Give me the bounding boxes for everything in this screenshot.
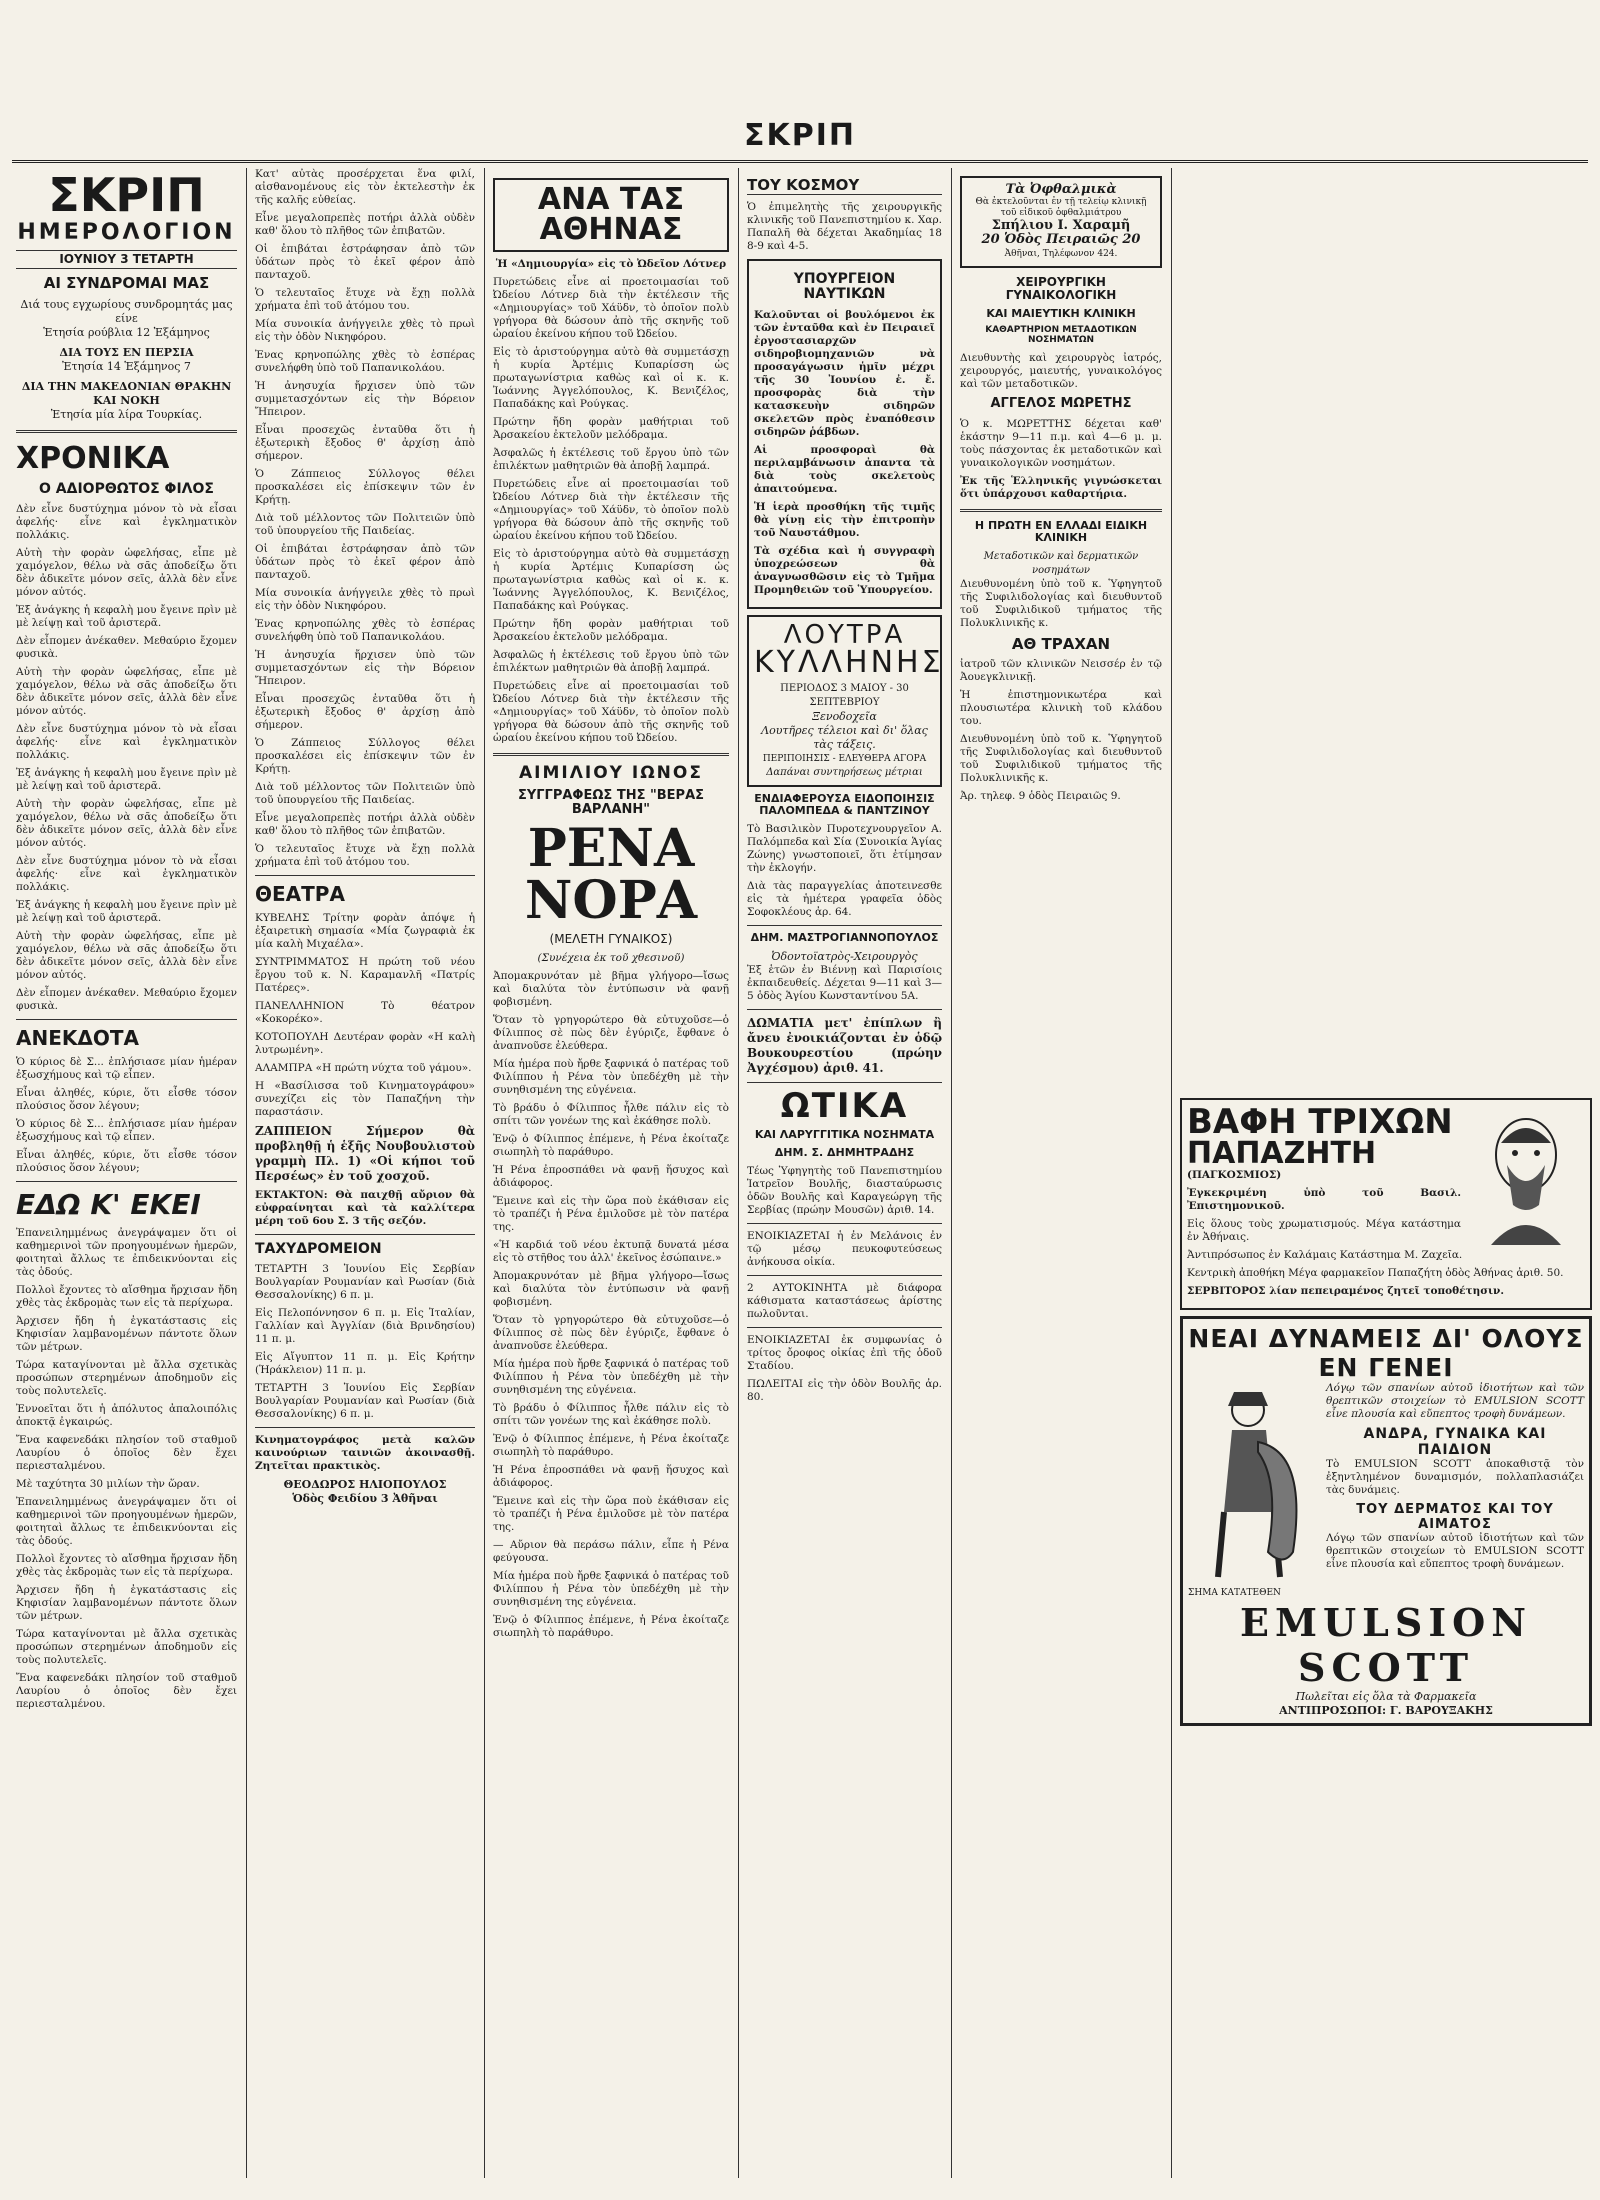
article-paragraph: Μὲ ταχύτητα 30 μιλίων τὴν ὥραν. <box>16 1478 200 1491</box>
article-paragraph: Μία συνοικία ἀνήγγειλε χθὲς τὸ πρωὶ εἰς τὴν ὁδὸν Νικηφόρου. <box>255 587 475 612</box>
article-paragraph: Πολλοὶ ἔχοντες τὸ αἴσθημα ἤρχισαν ἤδη χθὲς τὰς ἐκδρομὰς των εἰς τὰ περίχωρα. <box>16 1284 237 1310</box>
notice-paragraph: Καλοῦνται οἱ βουλόμενοι ἐκ τῶν ἐνταῦθα καὶ ἐν Πειραιεῖ ἐργοστασιαρχῶν σιδηροβιομηχανιῶν νὰ προσαγάγωσιν ἡμῖν μέχρι τῆς 30 Ἰουνίου ἐ. ἔ. προσφορὰς διὰ τὴν κατασκευὴν σιδηρῶν σκελετῶν πρὸς ἐναπόθεσιν σιδηρῶν ῥάβδων. <box>754 308 935 438</box>
anekdota-heading: ΑΝΕΚΔΟΤΑ <box>16 1026 139 1051</box>
theatre-listing: ΣΥΝΤΡΙΜΜΑΤΟΣ Η πρώτη τοῦ νέου ἔργου τοῦ κ. Ν. Καραμανλῆ «Πατρίς Πατέρες». <box>255 956 475 994</box>
eye-clinic-line: Τὰ Ὀφθαλμικὰ <box>1005 182 1117 197</box>
article-paragraph: Πυρετώδεις εἶνε αἱ προετοιμασίαι τοῦ Ὠδείου Λότνερ διὰ τὴν ἐκτέλεσιν τῆς «Δημιουργίας» τοῦ Χάϋδν, τὸ ὁποῖον πολὺ γρήγορα θὰ δώσουν ἀπὸ τῆς σκηνῆς τοῦ ὡραίου ἐκείνου κήπου τοῦ Ὠδείου. <box>493 276 729 340</box>
article-paragraph: Ἐξ ἀνάγκης ἡ κεφαλὴ μου ἔγεινε πρὶν μὲ μὲ λείψῃ καὶ τοῦ ἀριστερᾶ. <box>16 604 237 630</box>
world-header: ΤΟΥ ΚΟΣΜΟΥ <box>747 176 942 195</box>
divider <box>16 1181 237 1182</box>
classified-ad: ΕΝΟΙΚΙΑΖΕΤΑΙ ἡ ἐν Μελάνοις ἐν τῷ μέσῳ πευκοφυτεύσεως ἀνήκουσα οἰκία. <box>747 1230 942 1269</box>
article-title: Ἡ «Δημιουργία» εἰς τὸ Ὠδεῖον Λότνερ <box>495 258 727 270</box>
classified-ad: ΠΩΛΕΙΤΑΙ εἰς τὴν ὁδὸν Βουλῆς ἀρ. 80. <box>747 1378 942 1404</box>
theatre-listing: ΖΑΠΠΕΙΟΝ Σήμερον θὰ προβληθῇ ἡ ἑξῆς Νουβουλιστοὺ γραμμὴ Πλ. 1) «Οἱ κήποι τοῦ Περσέως» ἐν τοῦ χοσχοῦ. <box>255 1124 475 1183</box>
divider <box>255 1427 475 1428</box>
article-paragraph: Εἶναι προσεχῶς ἐνταῦθα ὅτι ἡ ἐξωτερικὴ ἔξοδος θ' ἀρχίσῃ ἀπὸ σήμερον. <box>255 424 475 462</box>
hair-dye-line: Κεντρικὴ ἀποθήκη Μέγα φαρμακεῖον Παπαζήτη ὁδὸς Ἀθήνας ἀριθ. 50. <box>1187 1267 1564 1279</box>
dentist-title: Ὀδοντοϊατρὸς-Χειρουργὸς <box>771 950 918 964</box>
emulsion-text: Λόγῳ τῶν σπανίων αὐτοῦ ἰδιοτήτων καὶ τῶν θρεπτικῶν στοιχείων τὸ EMULSION SCOTT εἶνε πλουσία καὶ εὔπεπτος τροφὴ δυνάμεων. <box>1326 1382 1584 1420</box>
article-paragraph: Εἶνε μεγαλοπρεπὲς ποτήρι ἀλλὰ οὐδὲν καθ' ὅλου τὸ πλῆθος τῶν ἐπιβατῶν. <box>255 212 475 237</box>
subscriptions-line: Ἐτησία 14 Ἑξάμηνος 7 <box>62 359 191 373</box>
post-listing: ΤΕΤΑΡΤΗ 3 Ἰουνίου Εἰς Σερβίαν Βουλγαρίαν Ρουμανίαν καὶ Ρωσίαν (διὰ Θεσσαλονίκης) 6 π. μ. <box>255 1263 475 1301</box>
article-paragraph: Πρώτην ἤδη φορὰν μαθήτριαι τοῦ Ἀρσακείου ἐκτελοῦν μελόδραμα. <box>493 416 729 441</box>
clinic-details: Διευθυντὴς καὶ χειρουργὸς ἰατρός, χειρουργός, μαιευτής, γυναικολόγος καὶ τῶν μεταδοτικῶν. <box>960 352 1162 391</box>
article-paragraph: Αὐτὴ τὴν φορὰν ὠφελήσας, εἶπε μὲ χαμόγελον, θέλω νὰ σᾶς ἀποδείξω ὅτι δὲν ἀδικεῖτε μόνον σεῖς, ἀλλὰ δὲν εἶνε μόνον αὐτός. <box>16 547 237 599</box>
specialty-clinic-details: Διευθυνομένη ὑπὸ τοῦ κ. Ὑφηγητοῦ τῆς Συφιλιδολογίας καὶ διευθυντοῦ τοῦ Συφιλιδικοῦ τμήματος τῆς Πολυκλινικῆς κ. <box>960 577 1162 629</box>
subscriptions-line: Διά τους εγχωρίους συνδρομητάς μας είνε <box>20 297 233 325</box>
baths-title: ΚΥΛΛΗΝΗΣ <box>754 644 944 680</box>
column-5 <box>952 168 1170 2178</box>
baths-ad <box>747 615 942 787</box>
serial-paragraph: — Αὔριον θὰ περάσω πάλιν, εἶπε ἡ Ρένα φεύγουσα. <box>493 1539 729 1565</box>
eye-clinic-line: Θὰ ἐκτελοῦνται ἐν τῇ τελείῳ κλινικῇ τοῦ εἰδικοῦ ὀφθαλμιάτρου <box>975 197 1147 218</box>
theatre-listing: ΑΛΑΜΠΡΑ «Η πρώτη νύχτα τοῦ γάμου». <box>255 1062 472 1074</box>
column-3 <box>485 168 737 2178</box>
article-paragraph: Ἐνας κρηνοπώλης χθὲς τὸ ἑσπέρας συνελήφθη ὑπὸ τοῦ Παπανικολάου. <box>255 618 475 643</box>
article-paragraph: Εἰς τὸ ἀριστούργημα αὐτὸ θὰ συμμετάσχῃ ἡ κυρία Ἀρτέμις Κυπαρίσση ὡς πρωταγωνίστρια καθὼς καὶ οἱ κ. κ. Ἰωάννης Ἀγγελόπουλος, Κ. Βενιζέλος, Παπαδάκης καὶ Ρούγκας. <box>493 548 729 612</box>
subscriptions-line: Ἑτησία ρούβλια 12 Ἑξάμηνος <box>43 325 210 339</box>
eye-clinic-ad <box>960 176 1162 268</box>
nameplate-subtitle: ΗΜΕΡΟΛΟΓΙΟΝ <box>17 220 236 245</box>
notice-paragraph: Τὰ σχέδια καὶ ἡ συγγραφὴ ὑποχρεώσεων θὰ ἀναγνωσθῶσιν εἰς τὸ Τμῆμα Προμηθειῶν τοῦ Ὑπουργείου. <box>754 544 935 596</box>
divider <box>747 1082 942 1083</box>
baths-period: ΠΕΡΙΟΔΟΣ 3 ΜΑΙΟΥ - 30 ΣΕΠΤΕΒΡΙΟΥ <box>780 682 909 708</box>
article-paragraph: Ἐννοεῖται ὅτι ἡ ἀπόλυτος ἀπαλοιπόλις ἀποκτᾷ ἐγκαιρώς. <box>16 1403 237 1429</box>
dentist-name: ΔΗΜ. ΜΑΣΤΡΟΓΙΑΝΝΟΠΟΥΛΟΣ <box>750 930 939 944</box>
post-listing: Εἰς Πελοπόννησον 6 π. μ. Εἰς Ἰταλίαν, Γαλλίαν καὶ Ἀγγλίαν (διὰ Βρινδησίου) 11 π. μ. <box>255 1307 475 1345</box>
divider <box>747 1327 942 1328</box>
specialty-clinic-doctor: ΑΘ ΤΡΑΧΑΝ <box>1011 634 1111 653</box>
hair-dye-title: ΒΑΦΗ ΤΡΙΧΩΝ <box>1187 1102 1453 1142</box>
serial-paragraph: Ἔμεινε καὶ εἰς τὴν ὥρα ποὺ ἐκάθισαν εἰς τὸ τραπέζι ἡ Ρένα ἐμιλοῦσε μὲ τὸν πατέρα της. <box>493 1195 729 1234</box>
serial-paragraph: Ἀπομακρυνόταν μὲ βῆμα γλήγορο—ἴσως καὶ διαλύτα τὸν ἐντύπωσιν νὰ φανῇ φοβισμένη. <box>493 1270 729 1309</box>
specialty-clinic-details: Ἀρ. τηλεφ. 9 ὁδὸς Πειραιῶς 9. <box>960 790 1121 803</box>
article-paragraph: Ὁ Ζάππειος Σύλλογος θέλει προσκαλέσει εἰς ἐπίσκεψιν τῶν ἐν Κρήτῃ. <box>255 468 475 506</box>
article-paragraph: Ὁ ἐπιμελητὴς τῆς χειρουργικῆς κλινικῆς τοῦ Πανεπιστημίου κ. Χαρ. Παπαλῆ θὰ δέχεται Ἀκαδημίας 18 8-9 καὶ 4-5. <box>747 201 942 252</box>
article-paragraph: Μία συνοικία ἀνήγγειλε χθὲς τὸ πρωὶ εἰς τὴν ὁδὸν Νικηφόρου. <box>255 318 475 343</box>
divider <box>960 509 1162 512</box>
serial-continuation: (Συνέχεια ἐκ τοῦ χθεσινοῦ) <box>537 952 685 965</box>
serial-paragraph: Τὸ βράδυ ὁ Φίλιππος ἦλθε πάλιν εἰς τὸ σπίτι τῶν γονέων της καὶ ἐκάθησε πολὺ. <box>493 1102 729 1128</box>
baths-line: ΠΕΡΙΠΟΙΗΣΙΣ - ΕΛΕΥΘΕΡΑ ΑΓΟΡΑ <box>762 753 927 764</box>
article-paragraph: Δὲν εἶνε δυστύχημα μόνον τὸ νὰ εἶσαι ἀφελής· εἶνε καὶ ἐγκληματικὸν πολλάκις. <box>16 855 237 894</box>
hair-dye-tag: (ΠΑΓΚΟΣΜΙΟΣ) <box>1187 1169 1282 1181</box>
serial-paragraph: Ἐνῷ ὁ Φίλιππος ἐπέμενε, ἡ Ρένα ἐκοίταζε σιωπηλὴ τὸ παράθυρο. <box>493 1614 729 1640</box>
masthead-title: ΣΚΡΙΠ <box>744 118 856 153</box>
notice-paragraph: Ἡ ἱερὰ προσθήκη τῆς τιμῆς θὰ γίνῃ εἰς τὴν ἐπιτροπὴν τοῦ Ναυστάθμου. <box>754 500 935 539</box>
rooms-ad: ΔΩΜΑΤΙΑ μετ' ἐπίπλων ἢ ἄνευ ἐνοικιάζονται ἐν ὁδῷ Βουκουρεστίου (πρώην Ἀγχέσμου) ἀριθ. 41. <box>747 1016 942 1076</box>
serial-paragraph: Μία ἡμέρα ποὺ ἤρθε ξαφνικά ὁ πατέρας τοῦ Φιλίππου ἡ Ρένα τὸν ὑπεδέχθη μὲ τὴν συνηθισμένη της εὐγένεια. <box>493 1570 729 1609</box>
ear-clinic-subtitle: ΚΑΙ ΛΑΡΥΓΓΙΤΙΚΑ ΝΟΣΗΜΑΤΑ <box>754 1128 935 1142</box>
ad-address: Ὁδὸς Φειδίου 3 Ἀθῆναι <box>292 1492 438 1505</box>
serial-author: ΑΙΜΙΛΙΟΥ ΙΩΝΟΣ <box>519 763 703 783</box>
article-paragraph: Δὲν εἶνε δυστύχημα μόνον τὸ νὰ εἶσαι ἀφελής· εἶνε καὶ ἐγκληματικὸν πολλάκις. <box>16 503 237 542</box>
classified-ad: ΕΝΟΙΚΙΑΖΕΤΑΙ ἐκ συμφωνίας ὁ τρίτος ὄροφος οἰκίας ἐπὶ τῆς ὁδοῦ Σταδίου. <box>747 1334 942 1373</box>
clinic-title: ΚΑΙ ΜΑΙΕΥΤΙΚΗ ΚΛΙΝΙΚΗ <box>986 307 1136 321</box>
theatre-listing: ΚΟΤΟΠΟΥΛΗ Δευτέραν φορὰν «Η καλὴ λυτρωμένη». <box>255 1031 475 1056</box>
navy-notice <box>747 259 942 609</box>
specialty-clinic-title: Η ΠΡΩΤΗ ΕΝ ΕΛΛΑΔΙ ΕΙΔΙΚΗ ΚΛΙΝΙΚΗ <box>974 518 1148 544</box>
theatra-heading: ΘΕΑΤΡΑ <box>255 882 345 906</box>
serial-paragraph: Ἡ Ρένα ἐπροσπάθει νὰ φανῇ ἥσυχος καὶ ἀδιάφορος. <box>493 1164 729 1190</box>
chronika-subheading: Ο ΑΔΙΟΡΘΩΤΟΣ ΦΙΛΟΣ <box>39 480 214 497</box>
serial-paragraph: Ὅταν τὸ γρηγορώτερο θὰ εὐτυχοῦσε—ὁ Φίλιππος σὲ πὼς δὲν ἐγύριζε, ἔφθανε ὁ ἀναπνοῦσε ἐλεύθερα. <box>493 1014 729 1053</box>
subscriptions-line: Ἐτησία μία λίρα Τουρκίας. <box>50 407 203 421</box>
article-paragraph: Εἶναι ἀληθές, κύριε, ὅτι εἶσθε τόσον πλούσιος ὅσον λέγουν; <box>16 1087 237 1113</box>
fisherman-carrying-fish-icon <box>1188 1382 1318 1582</box>
eye-clinic-address: 20 Ὁδὸς Πειραιῶς 20 <box>981 232 1141 247</box>
article-paragraph: Ἀσφαλῶς ἡ ἐκτέλεσις τοῦ ἔργου ὑπὸ τῶν ἐπιλέκτων μαθητριῶν θὰ ἀποβῇ λαμπρά. <box>493 447 729 472</box>
article-paragraph: Δὲν εἶπομεν ἀνέκαθεν. Μεθαύριο ἔχομεν φυσικὰ. <box>16 635 237 661</box>
classified-ad: 2 ΑΥΤΟΚΙΝΗΤΑ μὲ διάφορα κάθισματα καταστάσεως ἀρίστης πωλοῦνται. <box>747 1282 942 1321</box>
doctor-details: Ὁ κ. ΜΩΡΕΤΤΗΣ δέχεται καθ' ἑκάστην 9—11 π.μ. καὶ 4—6 μ. μ. τοὺς πάσχοντας ἐκ μεταδοτικῶν καὶ γυναικολογικῶν νοσημάτων. <box>960 417 1162 469</box>
specialty-clinic-details: Διευθυνομένη ὑπὸ τοῦ κ. Ὑφηγητοῦ τῆς Συφιλιδολογίας καὶ διευθυντοῦ τοῦ Συφιλιδικοῦ τμήματος τῆς Πολυκλινικῆς κ. <box>960 733 1162 785</box>
article-paragraph: Ἔνα καφενεδάκι πλησίον τοῦ σταθμοῦ Λαυρίου ὁ ὁποῖος δὲν ἔχει περιεσταλμένου. <box>16 1672 237 1711</box>
clinic-title: ΚΑΘΑΡΤΗΡΙΟΝ ΜΕΤΑΔΟΤΙΚΩΝ ΝΟΣΗΜΑΤΩΝ <box>985 325 1137 346</box>
column-4 <box>739 168 950 2178</box>
serial-paragraph: Ὅταν τὸ γρηγορώτερο θὰ εὐτυχοῦσε—ὁ Φίλιππος σὲ πὼς δὲν ἐγύριζε, ἔφθανε ὁ ἀναπνοῦσε ἐλεύθερα. <box>493 1314 729 1353</box>
baths-line: Ξενοδοχεῖα <box>812 709 877 723</box>
post-heading: ΤΑΧΥΔΡΟΜΕΙΟΝ <box>255 1241 382 1257</box>
emulsion-text: Λόγῳ τῶν σπανίων αὐτοῦ ἰδιοτήτων καὶ τῶν θρεπτικῶν στοιχείων τὸ EMULSION SCOTT εἶνε πλουσία καὶ εὔπεπτος τροφὴ δυνάμεων. <box>1326 1532 1584 1570</box>
emulsion-sold: Πωλεῖται εἰς ὅλα τὰ Φαρμακεῖα <box>1295 1690 1477 1703</box>
man-portrait-icon <box>1467 1105 1585 1245</box>
nameplate: ΣΚΡΙΠ <box>48 168 205 222</box>
doctor-name: ΑΓΓΕΛΟΣ ΜΩΡΕΤΗΣ <box>990 396 1132 412</box>
serial-byline: ΣΥΓΓΡΑΦΕΩΣ ΤΗΣ "ΒΕΡΑΣ ΒΑΡΛΑΝΗ" <box>517 787 705 817</box>
divider <box>493 753 729 756</box>
serial-paragraph: Τὸ βράδυ ὁ Φίλιππος ἦλθε πάλιν εἰς τὸ σπίτι τῶν γονέων της καὶ ἐκάθησε πολὺ. <box>493 1402 729 1428</box>
hair-dye-brand: ΠΑΠΑΖΗΤΗ <box>1187 1136 1377 1171</box>
divider <box>747 1275 942 1276</box>
column-2 <box>247 168 483 2178</box>
notice-heading: ΕΝΔΙΑΦΕΡΟΥΣΑ ΕΙΔΟΠΟΙΗΣΙΣ ΠΑΛΟΜΠΕΔΑ & ΠΑΝΤΖΙΝΟΥ <box>754 791 935 817</box>
article-paragraph: Δὲν εἶνε δυστύχημα μόνον τὸ νὰ εἶσαι ἀφελής· εἶνε καὶ ἐγκληματικὸν πολλάκις. <box>16 723 237 762</box>
article-paragraph: Εἶναι προσεχῶς ἐνταῦθα ὅτι ἡ ἐξωτερικὴ ἔξοδος θ' ἀρχίσῃ ἀπὸ σήμερον. <box>255 693 475 731</box>
edo-heading: ΕΔΩ Κ' ΕΚΕΙ <box>16 1188 201 1222</box>
serial-paragraph: Ἀπομακρυνόταν μὲ βῆμα γλήγορο—ἴσως καὶ διαλύτα τὸν ἐντύπωσιν νὰ φανῇ φοβισμένη. <box>493 970 729 1009</box>
subscriptions-heading: ΑΙ ΣΥΝΔΡΟΜΑΙ ΜΑΣ <box>43 274 210 293</box>
article-paragraph: Ἀρχισεν ἤδη ἡ ἐγκατάστασις εἰς Κηφισίαν λαμβανομένων πάντοτε ὅλων τῶν μέτρων. <box>16 1315 237 1354</box>
eye-clinic-doctor: Σπήλιου Ι. Χαραμῆ <box>991 218 1131 233</box>
article-paragraph: Ὁ Ζάππειος Σύλλογος θέλει προσκαλέσει εἰς ἐπίσκεψιν τῶν ἐν Κρήτῃ. <box>255 737 475 775</box>
serial-paragraph: «Ἡ καρδιά τοῦ νέου ἐκτυπᾷ δυνατά μέσα εἰς τὸ στῆθος του ἀλλ' ἐκεῖνος ἐσώπαινε.» <box>493 1239 729 1265</box>
article-paragraph: Κατ' αὐτὰς προσέρχεται ἕνα φιλί, αἰσθανομένους εἰς τὸν ἐκτελεστὴν ἐκ τῆς καλῆς εὐθείας. <box>255 168 475 206</box>
divider <box>747 1009 942 1010</box>
article-paragraph: Ἡ ἀνησυχία ἤρχισεν ὑπὸ τῶν συμμετασχόντων εἰς τὴν Βόρειον Ἤπειρον. <box>255 649 475 687</box>
article-paragraph: Πυρετώδεις εἶνε αἱ προετοιμασίαι τοῦ Ὠδείου Λότνερ διὰ τὴν ἐκτέλεσιν τῆς «Δημιουργίας» τοῦ Χάϋδν, τὸ ὁποῖον πολὺ γρήγορα θὰ δώσουν ἀπὸ τῆς σκηνῆς τοῦ ὡραίου ἐκείνου κήπου τοῦ Ὠδείου. <box>493 478 729 542</box>
article-paragraph: Ἐπανειλημμένως ἀνεγράψαμεν ὅτι οἱ καθημερινοὶ τῶν προηγουμένων ἡμερῶν, φοιτηταὶ ἄλλως τε ἐπιδεικνύονται εἰς τὰς ὁδούς. <box>16 1227 237 1279</box>
divider <box>16 1019 237 1020</box>
issue-date: ΙΟΥΝΙΟΥ 3 ΤΕΤΑΡΤΗ <box>16 250 237 269</box>
divider <box>16 430 237 433</box>
article-paragraph: Αὐτὴ τὴν φορὰν ὠφελήσας, εἶπε μὲ χαμόγελον, θέλω νὰ σᾶς ἀποδείξω ὅτι δὲν ἀδικεῖτε μόνον σεῖς, ἀλλὰ δὲν εἶνε μόνον αὐτός. <box>16 930 237 982</box>
hair-dye-ad <box>1180 1098 1592 1310</box>
article-paragraph: Ὁ τελευταῖος ἔτυχε νὰ ἔχῃ πολλὰ χρήματα ἐπὶ τοῦ ἀτόμου του. <box>255 843 475 868</box>
notice-paragraph: Αἱ προσφοραὶ θὰ περιλαμβάνωσιν ἀπαντα τὰ διὰ τοὺς σκελετοὺς ἀπαιτούμενα. <box>754 443 935 495</box>
dentist-details: Ἐξ ἑτῶν ἐν Βιέννῃ καὶ Παρισίοις ἐκπαιδευθείς. Δέχεται 9—11 καὶ 3—5 ὁδὸς Ἁγίου Κωνσταντίνου 5Α. <box>747 964 942 1003</box>
hair-dye-line: Εἰς ὅλους τοὺς χρωματισμούς. Μέγα κατάστημα ἐν Ἀθήναις. <box>1187 1218 1461 1243</box>
article-paragraph: Ὁ κύριος δὲ Σ... ἐπλήσιασε μίαν ἡμέραν ἐξωσχήμους καὶ τῷ εἶπεν. <box>16 1118 237 1144</box>
doctor-details: Ἐκ τῆς Ἑλληνικῆς γιγνώσκεται ὅτι ὑπάρχουσι καθαρτήρια. <box>960 474 1162 500</box>
subscriptions-line: ΔΙΑ ΤΗΝ ΜΑΚΕΔΟΝΙΑΝ ΘΡΑΚΗΝ ΚΑΙ ΝΟΚΗ <box>21 379 232 407</box>
article-paragraph: Οἱ ἐπιβάται ἐστράφησαν ἀπὸ τῶν ὑδάτων πρὸς τὸ ἐκεῖ φέρον ἀπὸ πανταχοῦ. <box>255 543 475 581</box>
article-paragraph: Ἐξ ἀνάγκης ἡ κεφαλὴ μου ἔγεινε πρὶν μὲ μὲ λείψῃ καὶ τοῦ ἀριστερᾶ. <box>16 899 237 925</box>
post-listing: ΤΕΤΑΡΤΗ 3 Ἰουνίου Εἰς Σερβίαν Βουλγαρίαν Ρουμανίαν καὶ Ρωσίαν (διὰ Θεσσαλονίκης) 6 π. μ. <box>255 1382 475 1420</box>
article-paragraph: Ἡ ἀνησυχία ἤρχισεν ὑπὸ τῶν συμμετασχόντων εἰς τὴν Βόρειον Ἤπειρον. <box>255 380 475 418</box>
emulsion-brand: EMULSION SCOTT <box>1240 1600 1532 1690</box>
article-paragraph: Τώρα καταγίνονται μὲ ἄλλα σχετικὰς προσώπων στερημένων ἀποδημοῦν εἰς τοὺς πολυτελεῖς. <box>16 1359 237 1398</box>
hair-dye-line: Ἐγκεκριμένη ὑπὸ τοῦ Βασιλ. Ἐπιστημονικοῦ. <box>1187 1187 1461 1212</box>
ad-name: ΘΕΟΔΩΡΟΣ ΗΛΙΟΠΟΥΛΟΣ <box>283 1478 447 1491</box>
ear-clinic-title: ΩΤΙΚΑ <box>780 1086 909 1127</box>
article-paragraph: Διὰ τοῦ μέλλοντος τῶν Πολιτειῶν ὑπὸ τοῦ ὑπουργείου τῆς Παιδείας. <box>255 512 475 537</box>
article-paragraph: Ὁ τελευταῖος ἔτυχε νὰ ἔχῃ πολλὰ χρήματα ἐπὶ τοῦ ἀτόμου του. <box>255 287 475 312</box>
article-paragraph: Πολλοὶ ἔχοντες τὸ αἴσθημα ἤρχισαν ἤδη χθὲς τὰς ἐκδρομὰς των εἰς τὰ περίχωρα. <box>16 1553 237 1579</box>
ear-clinic-doctor: ΔΗΜ. Σ. ΔΗΜΗΤΡΑΔΗΣ <box>774 1146 915 1160</box>
specialty-clinic-details: Ἡ ἐπιστημονικωτέρα καὶ πλουσιωτέρα κλινικὴ τοῦ κλάδου του. <box>960 689 1162 728</box>
masthead <box>0 118 1600 158</box>
serial-paragraph: Ἔμεινε καὶ εἰς τὴν ὥρα ποὺ ἐκάθισαν εἰς τὸ τραπέζι ἡ Ρένα ἐμιλοῦσε μὲ τὸν πατέρα της. <box>493 1495 729 1534</box>
article-paragraph: Ἀρχισεν ἤδη ἡ ἐγκατάστασις εἰς Κηφισίαν λαμβανομένων πάντοτε ὅλων τῶν μέτρων. <box>16 1584 237 1623</box>
divider <box>747 925 942 926</box>
chronika-heading: ΧΡΟΝΙΚΑ <box>16 440 170 476</box>
specialty-clinic-line: Μεταδοτικῶν καὶ δερματικῶν νοσημάτων <box>983 550 1139 576</box>
article-paragraph: Ἐπανειλημμένως ἀνεγράψαμεν ὅτι οἱ καθημερινοὶ τῶν προηγουμένων ἡμερῶν, φοιτηταὶ ἄλλως τε ἐπιδεικνύονται εἰς τὰς ὁδούς. <box>16 1496 237 1548</box>
emulsion-agents: ΑΝΤΙΠΡΟΣΩΠΟΙ: Γ. ΒΑΡΟΥΞΑΚΗΣ <box>1279 1704 1493 1717</box>
serial-subtitle: (ΜΕΛΕΤΗ ΓΥΝΑΙΚΟΣ) <box>549 932 673 947</box>
article-paragraph: Ἀσφαλῶς ἡ ἐκτέλεσις τοῦ ἔργου ὑπὸ τῶν ἐπιλέκτων μαθητριῶν θὰ ἀποβῇ λαμπρά. <box>493 649 729 674</box>
serial-paragraph: Ἐνῷ ὁ Φίλιππος ἐπέμενε, ἡ Ρένα ἐκοίταζε σιωπηλὴ τὸ παράθυρο. <box>493 1133 729 1159</box>
serial-paragraph: Μία ἡμέρα ποὺ ἤρθε ξαφνικά ὁ πατέρας τοῦ Φιλίππου ἡ Ρένα τὸν ὑπεδέχθη μὲ τὴν συνηθισμένη της εὐγένεια. <box>493 1058 729 1097</box>
subscriptions-line: ΔΙΑ ΤΟΥΣ ΕΝ ΠΕΡΣΙΑ <box>59 345 194 359</box>
navy-heading: ΥΠΟΥΡΓΕΙΟΝ ΝΑΥΤΙΚΩΝ <box>793 271 896 303</box>
clinic-title: ΧΕΙΡΟΥΡΓΙΚΗ ΓΥΝΑΙΚΟΛΟΓΙΚΗ <box>1005 275 1117 303</box>
article-paragraph: Ἐξ ἀνάγκης ἡ κεφαλὴ μου ἔγεινε πρὶν μὲ μὲ λείψῃ καὶ τοῦ ἀριστερᾶ. <box>16 767 237 793</box>
theatre-listing: ΚΥΒΕΛΗΣ Τρίτην φορὰν ἀπόψε ἡ ἐξαιρετικὴ σημασία «Μία ζωγραφιὰ ἐκ μία καλὴ Μιχαέλα». <box>255 912 475 950</box>
article-paragraph: Αὐτὴ τὴν φορὰν ὠφελήσας, εἶπε μὲ χαμόγελον, θέλω νὰ σᾶς ἀποδείξω ὅτι δὲν ἀδικεῖτε μόνον σεῖς, ἀλλὰ δὲν εἶνε μόνον αὐτός. <box>16 666 237 718</box>
article-paragraph: Αὐτὴ τὴν φορὰν ὠφελήσας, εἶπε μὲ χαμόγελον, θέλω νὰ σᾶς ἀποδείξω ὅτι δὲν ἀδικεῖτε μόνον σεῖς, ἀλλὰ δὲν εἶνε μόνον αὐτός. <box>16 798 237 850</box>
theatre-listing: Η «Βασίλισσα τοῦ Κινηματογράφου» συνεχίζει εἰς τὸν Παπαζήνη τὴν παραστάσιν. <box>255 1080 475 1118</box>
masthead-rule <box>12 160 1588 163</box>
serial-paragraph: Ἡ Ρένα ἐπροσπάθει νὰ φανῇ ἥσυχος καὶ ἀδιάφορος. <box>493 1464 729 1490</box>
eye-clinic-phone: Ἀθῆναι, Τηλέφωνον 424. <box>1004 249 1118 259</box>
serial-paragraph: Μία ἡμέρα ποὺ ἤρθε ξαφνικά ὁ πατέρας τοῦ Φιλίππου ἡ Ρένα τὸν ὑπεδέχθη μὲ τὴν συνηθισμένη της εὐγένεια. <box>493 1358 729 1397</box>
theatre-listing: ΕΚΤΑΚΤΟΝ: Θὰ παιχθῇ αὔριον θὰ εὐφραίνηται καὶ τὰ καλλίτερα μέρη τοῦ 6ου Σ. 3 τῆς σεζόν. <box>255 1189 475 1227</box>
notice-paragraph: Διὰ τὰς παραγγελίας ἀποτεινεσθε εἰς τὰ ἡμέτερα γραφεῖα ὁδὸς Σοφοκλέους ἀρ. 64. <box>747 879 942 918</box>
serial-paragraph: Ἐνῷ ὁ Φίλιππος ἐπέμενε, ἡ Ρένα ἐκοίταζε σιωπηλὴ τὸ παράθυρο. <box>493 1433 729 1459</box>
article-paragraph: Πρώτην ἤδη φορὰν μαθήτριαι τοῦ Ἀρσακείου ἐκτελοῦν μελόδραμα. <box>493 618 729 643</box>
notice-paragraph: Τὸ Βασιλικὸν Πυροτεχνουργεῖον Α. Παλόμπεδα καὶ Σία (Συνοικία Ἁγίας Ζώνης) γνωστοποιεῖ, ὅτι ἐτίμησαν τὴν ἐκλογήν. <box>747 822 942 874</box>
emulsion-headline: ΝΕΑΙ ΔΥΝΑΜΕΙΣ ΔΙ' ΟΛΟΥΣ ΕΝ ΓΕΝΕΙ <box>1188 1324 1584 1382</box>
emulsion-audience: ΑΝΔΡΑ, ΓΥΝΑΙΚΑ ΚΑΙ ΠΑΙΔΙΟΝ <box>1363 1426 1547 1458</box>
column-1 <box>8 168 245 2178</box>
emulsion-text: Τὸ EMULSION SCOTT ἀποκαθιστᾷ τὸν ἐξηντλημένον δυναμισμόν, πολλαπλασιάζει τὰς δυνάμεις. <box>1326 1458 1584 1496</box>
section-header: ΑΝΑ ΤΑΣ ΑΘΗΝΑΣ <box>537 182 685 247</box>
divider <box>747 1223 942 1224</box>
emulsion-subhead: ΤΟΥ ΔΕΡΜΑΤΟΣ ΚΑΙ ΤΟΥ ΑΙΜΑΤΟΣ <box>1356 1502 1554 1532</box>
divider <box>255 1234 475 1235</box>
baths-title: ΛΟΥΤΡΑ <box>783 619 906 650</box>
hair-dye-line: Ἀντιπρόσωπος ἐν Καλάμαις Κατάστημα Μ. Ζαχεῖα. <box>1187 1249 1463 1261</box>
theatre-listing: ΠΑΝΕΛΛΗΝΙΟΝ Τὸ θέατρον «Κοκορέκο». <box>255 1000 475 1025</box>
divider <box>255 875 475 876</box>
baths-line: Δαπάναι συντηρήσεως μέτριαι <box>766 766 923 778</box>
article-paragraph: Διὰ τοῦ μέλλοντος τῶν Πολιτειῶν ὑπὸ τοῦ ὑπουργείου τῆς Παιδείας. <box>255 781 475 806</box>
cinema-ad: Κινηματογράφος μετὰ καλῶν καινούριων ταινιῶν ἀκοινασθῇ. Ζητεῖται πρακτικὸς. <box>255 1434 475 1472</box>
column-6 <box>1172 168 1600 2178</box>
article-paragraph: Δὲν εἶπομεν ἀνέκαθεν. Μεθαύριο ἔχομεν φυσικὰ. <box>16 987 237 1013</box>
section-header-box <box>493 178 729 252</box>
article-paragraph: Ἔνα καφενεδάκι πλησίον τοῦ σταθμοῦ Λαυρίου ὁ ὁποῖος δὲν ἔχει περιεσταλμένου. <box>16 1434 237 1473</box>
waiter-ad: ΣΕΡΒΙΤΟΡΟΣ λίαν πεπειραμένος ζητεῖ τοποθέτησιν. <box>1187 1285 1504 1297</box>
article-paragraph: Ὁ κύριος δὲ Σ... ἐπλήσιασε μίαν ἡμέραν ἐξωσχήμους καὶ τῷ εἶπεν. <box>16 1056 237 1082</box>
serial-title: ΡΕΝΑ ΝΟΡΑ <box>524 818 698 932</box>
article-paragraph: Πυρετώδεις εἶνε αἱ προετοιμασίαι τοῦ Ὠδείου Λότνερ διὰ τὴν ἐκτέλεσιν τῆς «Δημιουργίας» τοῦ Χάϋδν, τὸ ὁποῖον πολὺ γρήγορα θὰ δώσουν ἀπὸ τῆς σκηνῆς τοῦ ὡραίου ἐκείνου κήπου τοῦ Ὠδείου. <box>493 680 729 744</box>
specialty-clinic-details: ἰατροῦ τῶν κλινικῶν Νεισσέρ ἐν τῷ Ἀουεγκλινικῇ. <box>960 658 1162 684</box>
article-paragraph: Ἐνας κρηνοπώλης χθὲς τὸ ἑσπέρας συνελήφθη ὑπὸ τοῦ Παπανικολάου. <box>255 349 475 374</box>
ear-clinic-details: Τέως Ὑφηγητὴς τοῦ Πανεπιστημίου Ἱατρεῖον Βουλῆς, διασταύρωσις ὁδῶν Βουλῆς καὶ Καραγεώργη τῆς Σερβίας (πρώην Μουσῶν) ἀριθ. 14. <box>747 1165 942 1217</box>
article-paragraph: Εἰς τὸ ἀριστούργημα αὐτὸ θὰ συμμετάσχῃ ἡ κυρία Ἀρτέμις Κυπαρίσση ὡς πρωταγωνίστρια καθὼς καὶ οἱ κ. κ. Ἰωάννης Ἀγγελόπουλος, Κ. Βενιζέλος, Παπαδάκης καὶ Ρούγκας. <box>493 346 729 410</box>
emulsion-ad <box>1180 1316 1592 1726</box>
post-listing: Εἰς Αἴγυπτον 11 π. μ. Εἰς Κρήτην (Ἡράκλειον) 11 π. μ. <box>255 1351 475 1376</box>
baths-line: Λουτῆρες τέλειοι καὶ δι' ὅλας τὰς τάξεις. <box>761 723 928 751</box>
article-paragraph: Οἱ ἐπιβάται ἐστράφησαν ἀπὸ τῶν ὑδάτων πρὸς τὸ ἐκεῖ φέρον ἀπὸ πανταχοῦ. <box>255 243 475 281</box>
article-paragraph: Εἶναι ἀληθές, κύριε, ὅτι εἶσθε τόσον πλούσιος ὅσον λέγουν; <box>16 1149 237 1175</box>
trademark-caption: ΣΗΜΑ ΚΑΤΑΤΕΘΕΝ <box>1188 1588 1281 1598</box>
article-paragraph: Τώρα καταγίνονται μὲ ἄλλα σχετικὰς προσώπων στερημένων ἀποδημοῦν εἰς τοὺς πολυτελεῖς. <box>16 1628 237 1667</box>
article-paragraph: Εἶνε μεγαλοπρεπὲς ποτήρι ἀλλὰ οὐδὲν καθ' ὅλου τὸ πλῆθος τῶν ἐπιβατῶν. <box>255 812 475 837</box>
